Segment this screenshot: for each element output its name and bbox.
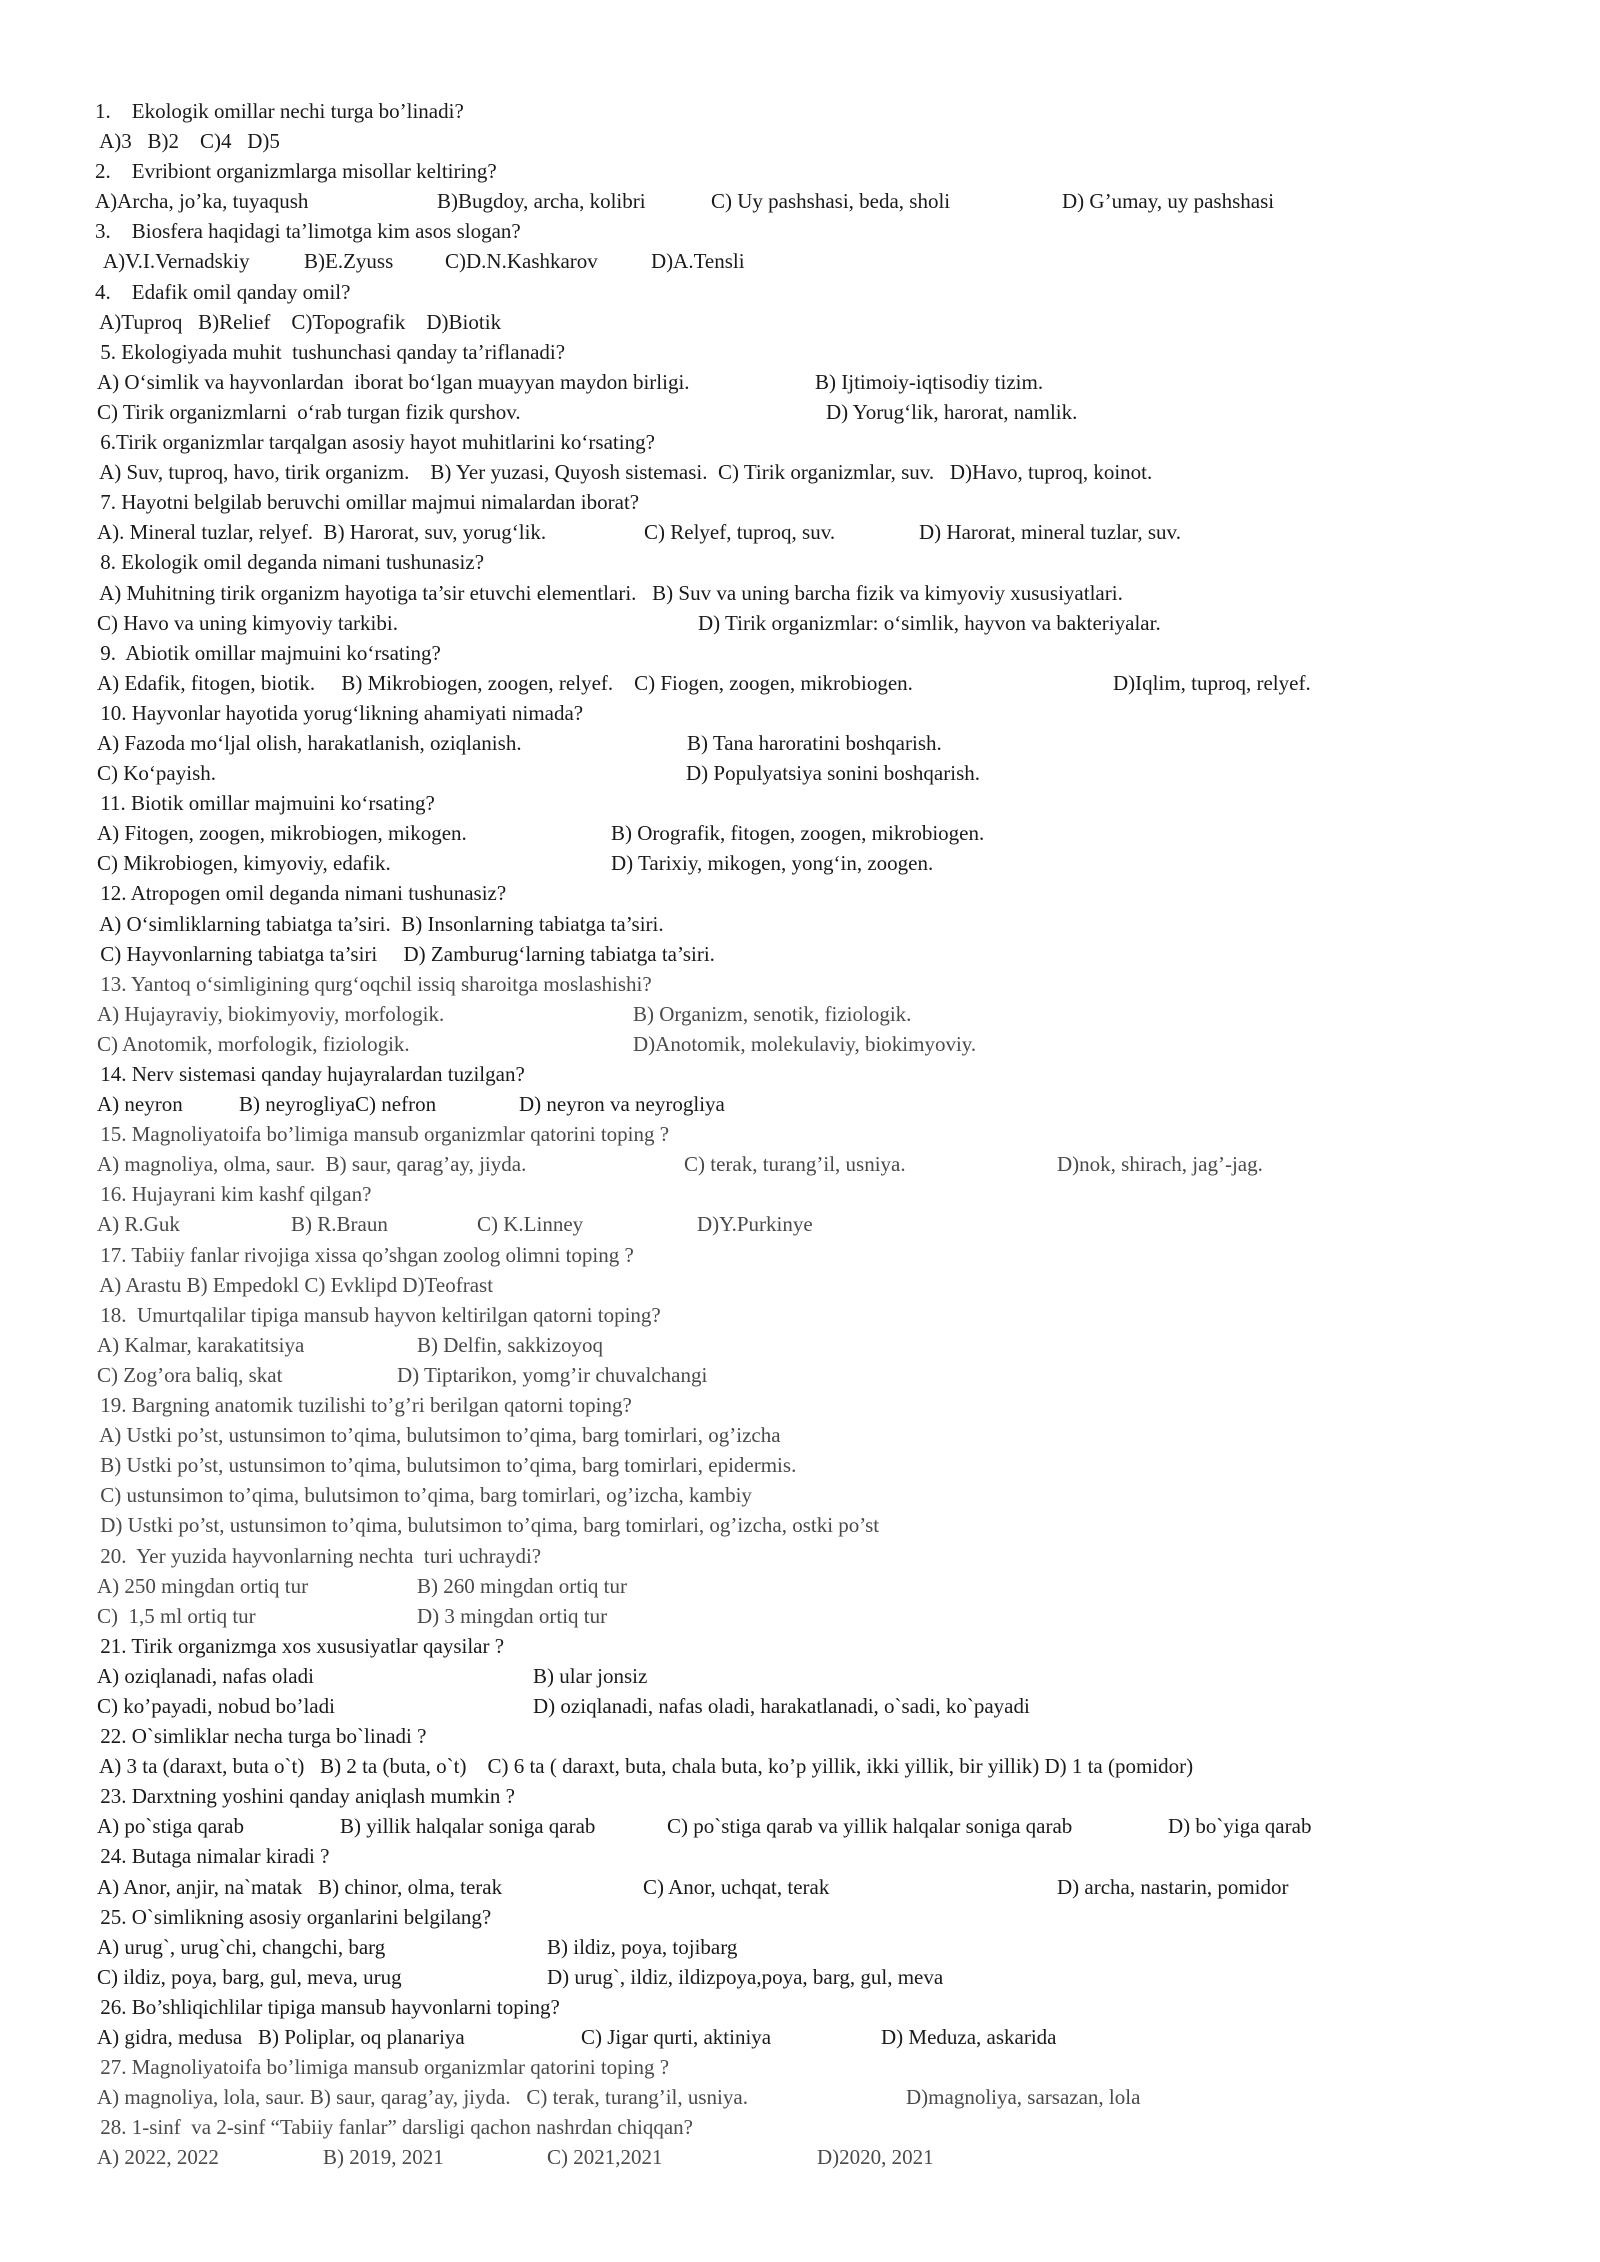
text-segment: D)2020, 2021 bbox=[817, 2145, 934, 2170]
text-line bbox=[95, 2082, 1555, 2112]
text-segment: D) oziqlanadi, nafas oladi, harakatlanadi, o`sadi, ko`payadi bbox=[533, 1693, 1030, 1718]
text-segment: A)V.I.Vernadskiy bbox=[103, 249, 250, 274]
text-segment: D) Tarixiy, mikogen, yong‘in, zoogen. bbox=[611, 851, 934, 876]
text-segment: D) Harorat, mineral tuzlar, suv. bbox=[919, 520, 1181, 545]
text-line bbox=[95, 1811, 1555, 1841]
text-segment: C)D.N.Kashkarov bbox=[445, 249, 598, 274]
text-line bbox=[95, 367, 1555, 397]
text-line bbox=[95, 1209, 1555, 1239]
text-segment: C) Zog’ora baliq, skat bbox=[97, 1362, 283, 1387]
text-segment: B) Ijtimoiy-iqtisodiy tizim. bbox=[815, 369, 1044, 394]
text-segment: A) neyron bbox=[97, 1092, 183, 1117]
text-line: 2. Evribiont organizmlarga misollar keltiring? bbox=[95, 159, 497, 184]
text-line bbox=[95, 1089, 1555, 1119]
text-line bbox=[95, 517, 1555, 547]
text-line: 7. Hayotni belgilab beruvchi omillar majmui nimalardan iborat? bbox=[95, 490, 640, 515]
text-segment: D)magnoliya, sarsazan, lola bbox=[906, 2085, 1141, 2110]
text-segment: A) R.Guk bbox=[97, 1212, 180, 1237]
text-segment: A) 2022, 2022 bbox=[97, 2145, 219, 2170]
text-segment: B)Bugdoy, archa, kolibri bbox=[437, 189, 646, 214]
text-line: 19. Bargning anatomik tuzilishi to’g’ri berilgan qatorni toping? bbox=[95, 1393, 632, 1418]
text-line: 21. Tirik organizmga xos xususiyatlar qaysilar ? bbox=[95, 1633, 505, 1658]
text-segment: D)Iqlim, tuproq, relyef. bbox=[1113, 670, 1311, 695]
text-line: 4. Edafik omil qanday omil? bbox=[95, 279, 351, 304]
text-line: 20. Yer yuzida hayvonlarning nechta turi uchraydi? bbox=[95, 1543, 542, 1568]
text-line: 1. Ekologik omillar nechi turga bo’linadi? bbox=[95, 99, 464, 123]
text-line bbox=[95, 1360, 1555, 1390]
text-line bbox=[95, 246, 1555, 276]
text-segment: A) urug`, urug`chi, changchi, barg bbox=[97, 1934, 386, 1959]
text-line: 27. Magnoliyatoifa bo’limiga mansub organizmlar qatorini toping ? bbox=[95, 2055, 670, 2080]
text-segment: C) po`stiga qarab va yillik halqalar soniga qarab bbox=[667, 1814, 1073, 1839]
text-segment: C) Jigar qurti, aktiniya bbox=[581, 2025, 772, 2049]
text-segment: A) 250 mingdan ortiq tur bbox=[97, 1573, 309, 1598]
text-segment: A) Anor, anjir, na`matak B) chinor, olma, terak bbox=[97, 1874, 503, 1899]
text-line: A)3 B)2 C)4 D)5 bbox=[95, 129, 280, 154]
text-line bbox=[95, 397, 1555, 427]
text-segment: A) O‘simlik va hayvonlardan iborat bo‘lgan muayyan maydon birligi. bbox=[97, 369, 690, 394]
text-segment: B) ular jonsiz bbox=[533, 1663, 648, 1688]
text-segment: C) Anor, uchqat, terak bbox=[643, 1874, 830, 1899]
text-line: 26. Bo’shliqichlilar tipiga mansub hayvonlarni toping? bbox=[95, 1994, 560, 2019]
text-segment: D) G’umay, uy pashshasi bbox=[1062, 189, 1275, 214]
text-segment: A)Archa, jo’ka, tuyaqush bbox=[95, 189, 309, 214]
text-line: 17. Tabiiy fanlar rivojiga xissa qo’shgan zoolog olimni toping ? bbox=[95, 1242, 634, 1267]
text-line: A) O‘simliklarning tabiatga ta’siri. B) Insonlarning tabiatga ta’siri. bbox=[95, 911, 664, 936]
text-segment: A) Hujayraviy, biokimyoviy, morfologik. bbox=[97, 1001, 445, 1026]
text-segment: B) Orografik, fitogen, zoogen, mikrobiogen. bbox=[611, 821, 985, 846]
text-segment: D) archa, nastarin, pomidor bbox=[1057, 1874, 1289, 1899]
text-segment: A) Kalmar, karakatitsiya bbox=[97, 1332, 305, 1357]
text-line: 24. Butaga nimalar kiradi ? bbox=[95, 1844, 330, 1869]
text-line bbox=[95, 999, 1555, 1029]
text-line bbox=[95, 1571, 1555, 1601]
text-segment: A) Fazoda mo‘ljal olish, harakatlanish, oziqlanish. bbox=[97, 730, 522, 755]
text-segment: A) Edafik, fitogen, biotik. B) Mikrobiogen, zoogen, relyef. C) Fiogen, zoogen, mikrobiogen. bbox=[97, 670, 913, 695]
text-segment: D) Yorug‘lik, harorat, namlik. bbox=[826, 399, 1078, 424]
text-line: 13. Yantoq o‘simligining qurg‘oqchil issiq sharoitga moslashishi? bbox=[95, 971, 652, 996]
text-line bbox=[95, 608, 1555, 638]
text-segment: C) Tirik organizmlarni o‘rab turgan fizik qurshov. bbox=[97, 399, 521, 424]
text-line bbox=[95, 1962, 1555, 1992]
text-segment: B) neyrogliyaC) nefron bbox=[239, 1092, 437, 1117]
text-segment: B) Tana haroratini boshqarish. bbox=[687, 730, 942, 755]
text-segment: A) oziqlanadi, nafas oladi bbox=[97, 1663, 314, 1688]
text-segment: B) R.Braun bbox=[291, 1212, 388, 1237]
text-segment: D)nok, shirach, jag’-jag. bbox=[1057, 1152, 1263, 1177]
text-line: 3. Biosfera haqidagi ta’limotga kim asos slogan? bbox=[95, 219, 521, 244]
text-segment: B)E.Zyuss bbox=[304, 249, 394, 274]
text-segment: A) magnoliya, lola, saur. B) saur, qarag’ay, jiyda. C) terak, turang’il, usniya. bbox=[97, 2085, 748, 2110]
text-line bbox=[95, 758, 1555, 788]
text-segment: A) magnoliya, olma, saur. B) saur, qarag’ay, jiyda. bbox=[97, 1152, 527, 1177]
text-segment: D)Y.Purkinye bbox=[697, 1212, 813, 1237]
text-line bbox=[95, 1601, 1555, 1631]
text-segment: D) bo`yiga qarab bbox=[1168, 1814, 1312, 1839]
text-line: A) Arastu B) Empedokl C) Evklipd D)Teofrast bbox=[95, 1272, 494, 1297]
text-line: 10. Hayvonlar hayotida yorug‘likning ahamiyati nimada? bbox=[95, 700, 584, 725]
text-line bbox=[95, 1330, 1555, 1360]
text-segment: C) Havo va uning kimyoviy tarkibi. bbox=[97, 610, 398, 635]
text-segment: B) ildiz, poya, tojibarg bbox=[547, 1934, 738, 1959]
text-segment: D)A.Tensli bbox=[651, 249, 745, 274]
text-segment: D) Tiptarikon, yomg’ir chuvalchangi bbox=[397, 1362, 708, 1387]
text-line bbox=[95, 1872, 1555, 1902]
text-line: D) Ustki po’st, ustunsimon to’qima, bulutsimon to’qima, barg tomirlari, og’izcha, ostki po’st bbox=[95, 1513, 880, 1538]
text-line: 8. Ekologik omil deganda nimani tushunasiz? bbox=[95, 550, 485, 575]
text-line bbox=[95, 2142, 1555, 2172]
document-body bbox=[95, 96, 1555, 2172]
text-line bbox=[95, 818, 1555, 848]
text-segment: B) 260 mingdan ortiq tur bbox=[417, 1573, 627, 1598]
text-segment: D) urug`, ildiz, ildizpoya,poya, barg, gul, meva bbox=[547, 1964, 944, 1989]
text-segment: C) ildiz, poya, barg, gul, meva, urug bbox=[97, 1964, 402, 1989]
text-segment: D) Meduza, askarida bbox=[881, 2025, 1057, 2049]
text-line bbox=[95, 1029, 1555, 1059]
text-line: A) Suv, tuproq, havo, tirik organizm. B) Yer yuzasi, Quyosh sistemasi. C) Tirik organizmlar, suv. D)Havo, tuproq, koinot. bbox=[95, 460, 1153, 485]
text-segment: C) 2021,2021 bbox=[547, 2145, 663, 2170]
text-line bbox=[95, 668, 1555, 698]
text-line: A) Muhitning tirik organizm hayotiga ta’sir etuvchi elementlari. B) Suv va uning barcha fizik va kimyoviy xususiyatlari. bbox=[95, 580, 1123, 605]
text-line: A)Tuproq B)Relief C)Topografik D)Biotik bbox=[95, 309, 502, 334]
text-line: A) 3 ta (daraxt, buta o`t) B) 2 ta (buta, o`t) C) 6 ta ( daraxt, buta, chala buta, ko’p yillik, ikki yillik, bir yillik) D) 1 ta (pomidor) bbox=[95, 1754, 1194, 1779]
text-line: C) ustunsimon to’qima, bulutsimon to’qima, barg tomirlari, og’izcha, kambiy bbox=[95, 1483, 752, 1508]
text-line bbox=[95, 2022, 1555, 2052]
text-line: 22. O`simliklar necha turga bo`linadi ? bbox=[95, 1724, 427, 1749]
text-segment: A). Mineral tuzlar, relyef. B) Harorat, suv, yorug‘lik. bbox=[97, 520, 547, 545]
text-line bbox=[95, 186, 1555, 216]
text-line: 14. Nerv sistemasi qanday hujayralardan tuzilgan? bbox=[95, 1062, 525, 1086]
text-line bbox=[95, 1691, 1555, 1721]
text-line: C) Hayvonlarning tabiatga ta’siri D) Zamburug‘larning tabiatga ta’siri. bbox=[95, 941, 715, 966]
text-segment: C) Anotomik, morfologik, fiziologik. bbox=[97, 1031, 410, 1056]
text-line: 23. Darxtning yoshini qanday aniqlash mumkin ? bbox=[95, 1784, 515, 1809]
text-line: 11. Biotik omillar majmuini ko‘rsating? bbox=[95, 791, 435, 816]
text-line bbox=[95, 848, 1555, 878]
text-line bbox=[95, 1149, 1555, 1179]
text-line bbox=[95, 728, 1555, 758]
text-line: 12. Atropogen omil deganda nimani tushunasiz? bbox=[95, 881, 507, 906]
text-segment: C) K.Linney bbox=[477, 1212, 584, 1237]
text-line: A) Ustki po’st, ustunsimon to’qima, bulutsimon to’qima, barg tomirlari, og’izcha bbox=[95, 1423, 781, 1448]
text-line bbox=[95, 1932, 1555, 1962]
text-segment: C) 1,5 ml ortiq tur bbox=[97, 1603, 256, 1628]
text-line: B) Ustki po’st, ustunsimon to’qima, bulutsimon to’qima, barg tomirlari, epidermis. bbox=[95, 1453, 797, 1478]
text-line: 6.Tirik organizmlar tarqalgan asosiy hayot muhitlarini ko‘rsating? bbox=[95, 430, 655, 455]
text-segment: C) ko’payadi, nobud bo’ladi bbox=[97, 1693, 335, 1718]
text-line: 9. Abiotik omillar majmuini ko‘rsating? bbox=[95, 640, 441, 665]
text-line: 16. Hujayrani kim kashf qilgan? bbox=[95, 1182, 372, 1207]
text-segment: C) Ko‘payish. bbox=[97, 761, 216, 786]
text-segment: C) Uy pashshasi, beda, sholi bbox=[711, 189, 951, 214]
text-segment: A) Fitogen, zoogen, mikrobiogen, mikogen. bbox=[97, 821, 467, 846]
text-segment: C) Relyef, tuproq, suv. bbox=[644, 520, 836, 545]
text-line bbox=[95, 1661, 1555, 1691]
text-segment: C) terak, turang’il, usniya. bbox=[684, 1152, 906, 1177]
text-segment: B) Organizm, senotik, fiziologik. bbox=[633, 1001, 912, 1026]
text-segment: D) 3 mingdan ortiq tur bbox=[417, 1603, 608, 1628]
text-segment: C) Mikrobiogen, kimyoviy, edafik. bbox=[97, 851, 391, 876]
text-segment: B) yillik halqalar soniga qarab bbox=[340, 1814, 596, 1839]
text-segment: B) 2019, 2021 bbox=[323, 2145, 444, 2170]
text-segment: D) Populyatsiya sonini boshqarish. bbox=[686, 761, 980, 786]
text-segment: D) Tirik organizmlar: o‘simlik, hayvon va bakteriyalar. bbox=[698, 610, 1161, 635]
text-segment: D)Anotomik, molekulaviy, biokimyoviy. bbox=[633, 1031, 977, 1056]
text-segment: B) Delfin, sakkizoyoq bbox=[417, 1332, 604, 1357]
text-line: 25. O`simlikning asosiy organlarini belgilang? bbox=[95, 1904, 492, 1929]
text-line: 18. Umurtqalilar tipiga mansub hayvon keltirilgan qatorni toping? bbox=[95, 1302, 661, 1327]
text-line: 28. 1-sinf va 2-sinf “Tabiiy fanlar” darsligi qachon nashrdan chiqqan? bbox=[95, 2115, 693, 2140]
text-segment: A) po`stiga qarab bbox=[97, 1814, 244, 1839]
text-segment: A) gidra, medusa B) Poliplar, oq planariya bbox=[97, 2025, 465, 2049]
text-segment: D) neyron va neyrogliya bbox=[519, 1092, 725, 1117]
text-line: 15. Magnoliyatoifa bo’limiga mansub organizmlar qatorini toping ? bbox=[95, 1122, 670, 1147]
text-line: 5. Ekologiyada muhit tushunchasi qanday ta’riflanadi? bbox=[95, 339, 566, 364]
